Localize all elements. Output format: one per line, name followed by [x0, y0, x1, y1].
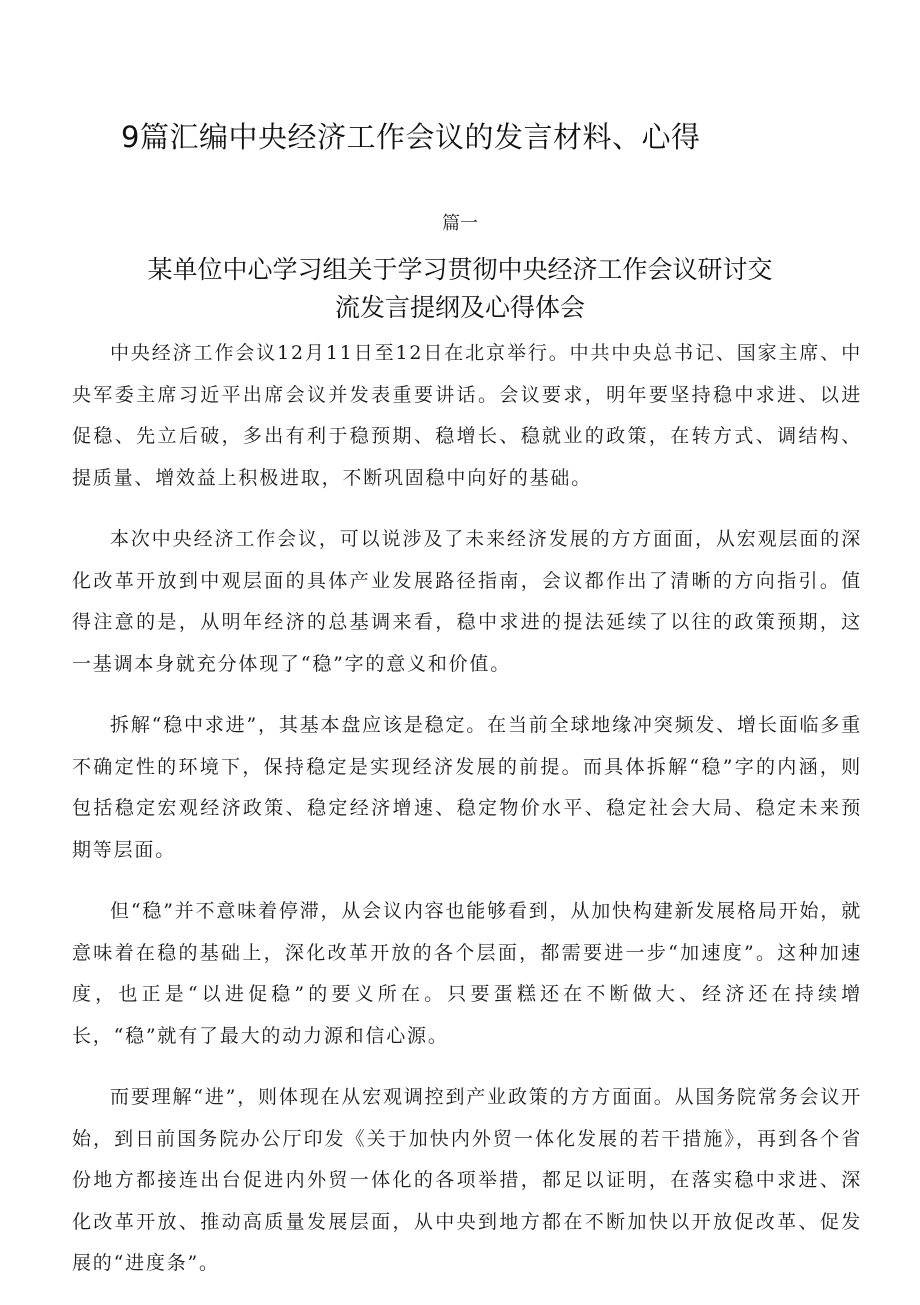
paragraph-2: 本次中央经济工作会议，可以说涉及了未来经济发展的方方面面，从宏观层面的深化改革开放到中观层面的具体产业发展路径指南，会议都作出了清晰的方向指引。值得注意的是，从明年经济的总基调来看，稳中求进的提法延续了以往的政策预期，这一基调本身就充分体现了“稳”字的意义和价值。 [72, 528, 862, 675]
paragraph-5: 而要理解“进”，则体现在从宏观调控到产业政策的方方面面。从国务院常务会议开始，到日前国务院办公厅印发《关于加快内外贸一体化发展的若干措施》，再到各个省份地方都接连出台促进内外贸一体化的各项举措，都足以证明，在落实稳中求进、深化改革开放、推动高质量发展层面，从中央到地方都在不断加快以开放促改革、促发展的“进度条”。 [72, 1086, 862, 1274]
article-body [72, 333, 862, 1305]
paragraph-1: 中央经济工作会议12月11日至12日在北京举行。中共中央总书记、国家主席、中央军委主席习近平出席会议并发表重要讲话。会议要求，明年要坚持稳中求进、以进促稳、先立后破，多出有利于稳预期、稳增长、稳就业的政策，在转方式、调结构、提质量、增效益上积极进取，不断巩固稳中向好的基础。 [72, 342, 862, 489]
section-label: 篇一 [442, 213, 478, 234]
article-title-line-1: 某单位中心学习组关于学习贯彻中央经济工作会议研讨交 [147, 255, 773, 284]
paragraph-3: 拆解“稳中求进”，其基本盘应该是稳定。在当前全球地缘冲突频发、增长面临多重不确定性的环境下，保持稳定是实现经济发展的前提。而具体拆解“稳”字的内涵，则包括稳定宏观经济政策、稳定经济增速、稳定物价水平、稳定社会大局、稳定未来预期等层面。 [72, 714, 862, 861]
paragraph-4: 但“稳”并不意味着停滞，从会议内容也能够看到，从加快构建新发展格局开始，就意味着在稳的基础上，深化改革开放的各个层面，都需要进一步“加速度”。这种加速度，也正是“以进促稳”的要义所在。只要蛋糕还在不断做大、经济还在持续增长，“稳”就有了最大的动力源和信心源。 [72, 900, 862, 1047]
document-title: 9篇汇编中央经济工作会议的发言材料、心得 [121, 120, 701, 154]
article-title-line-2: 流发言提纲及心得体会 [334, 293, 585, 322]
